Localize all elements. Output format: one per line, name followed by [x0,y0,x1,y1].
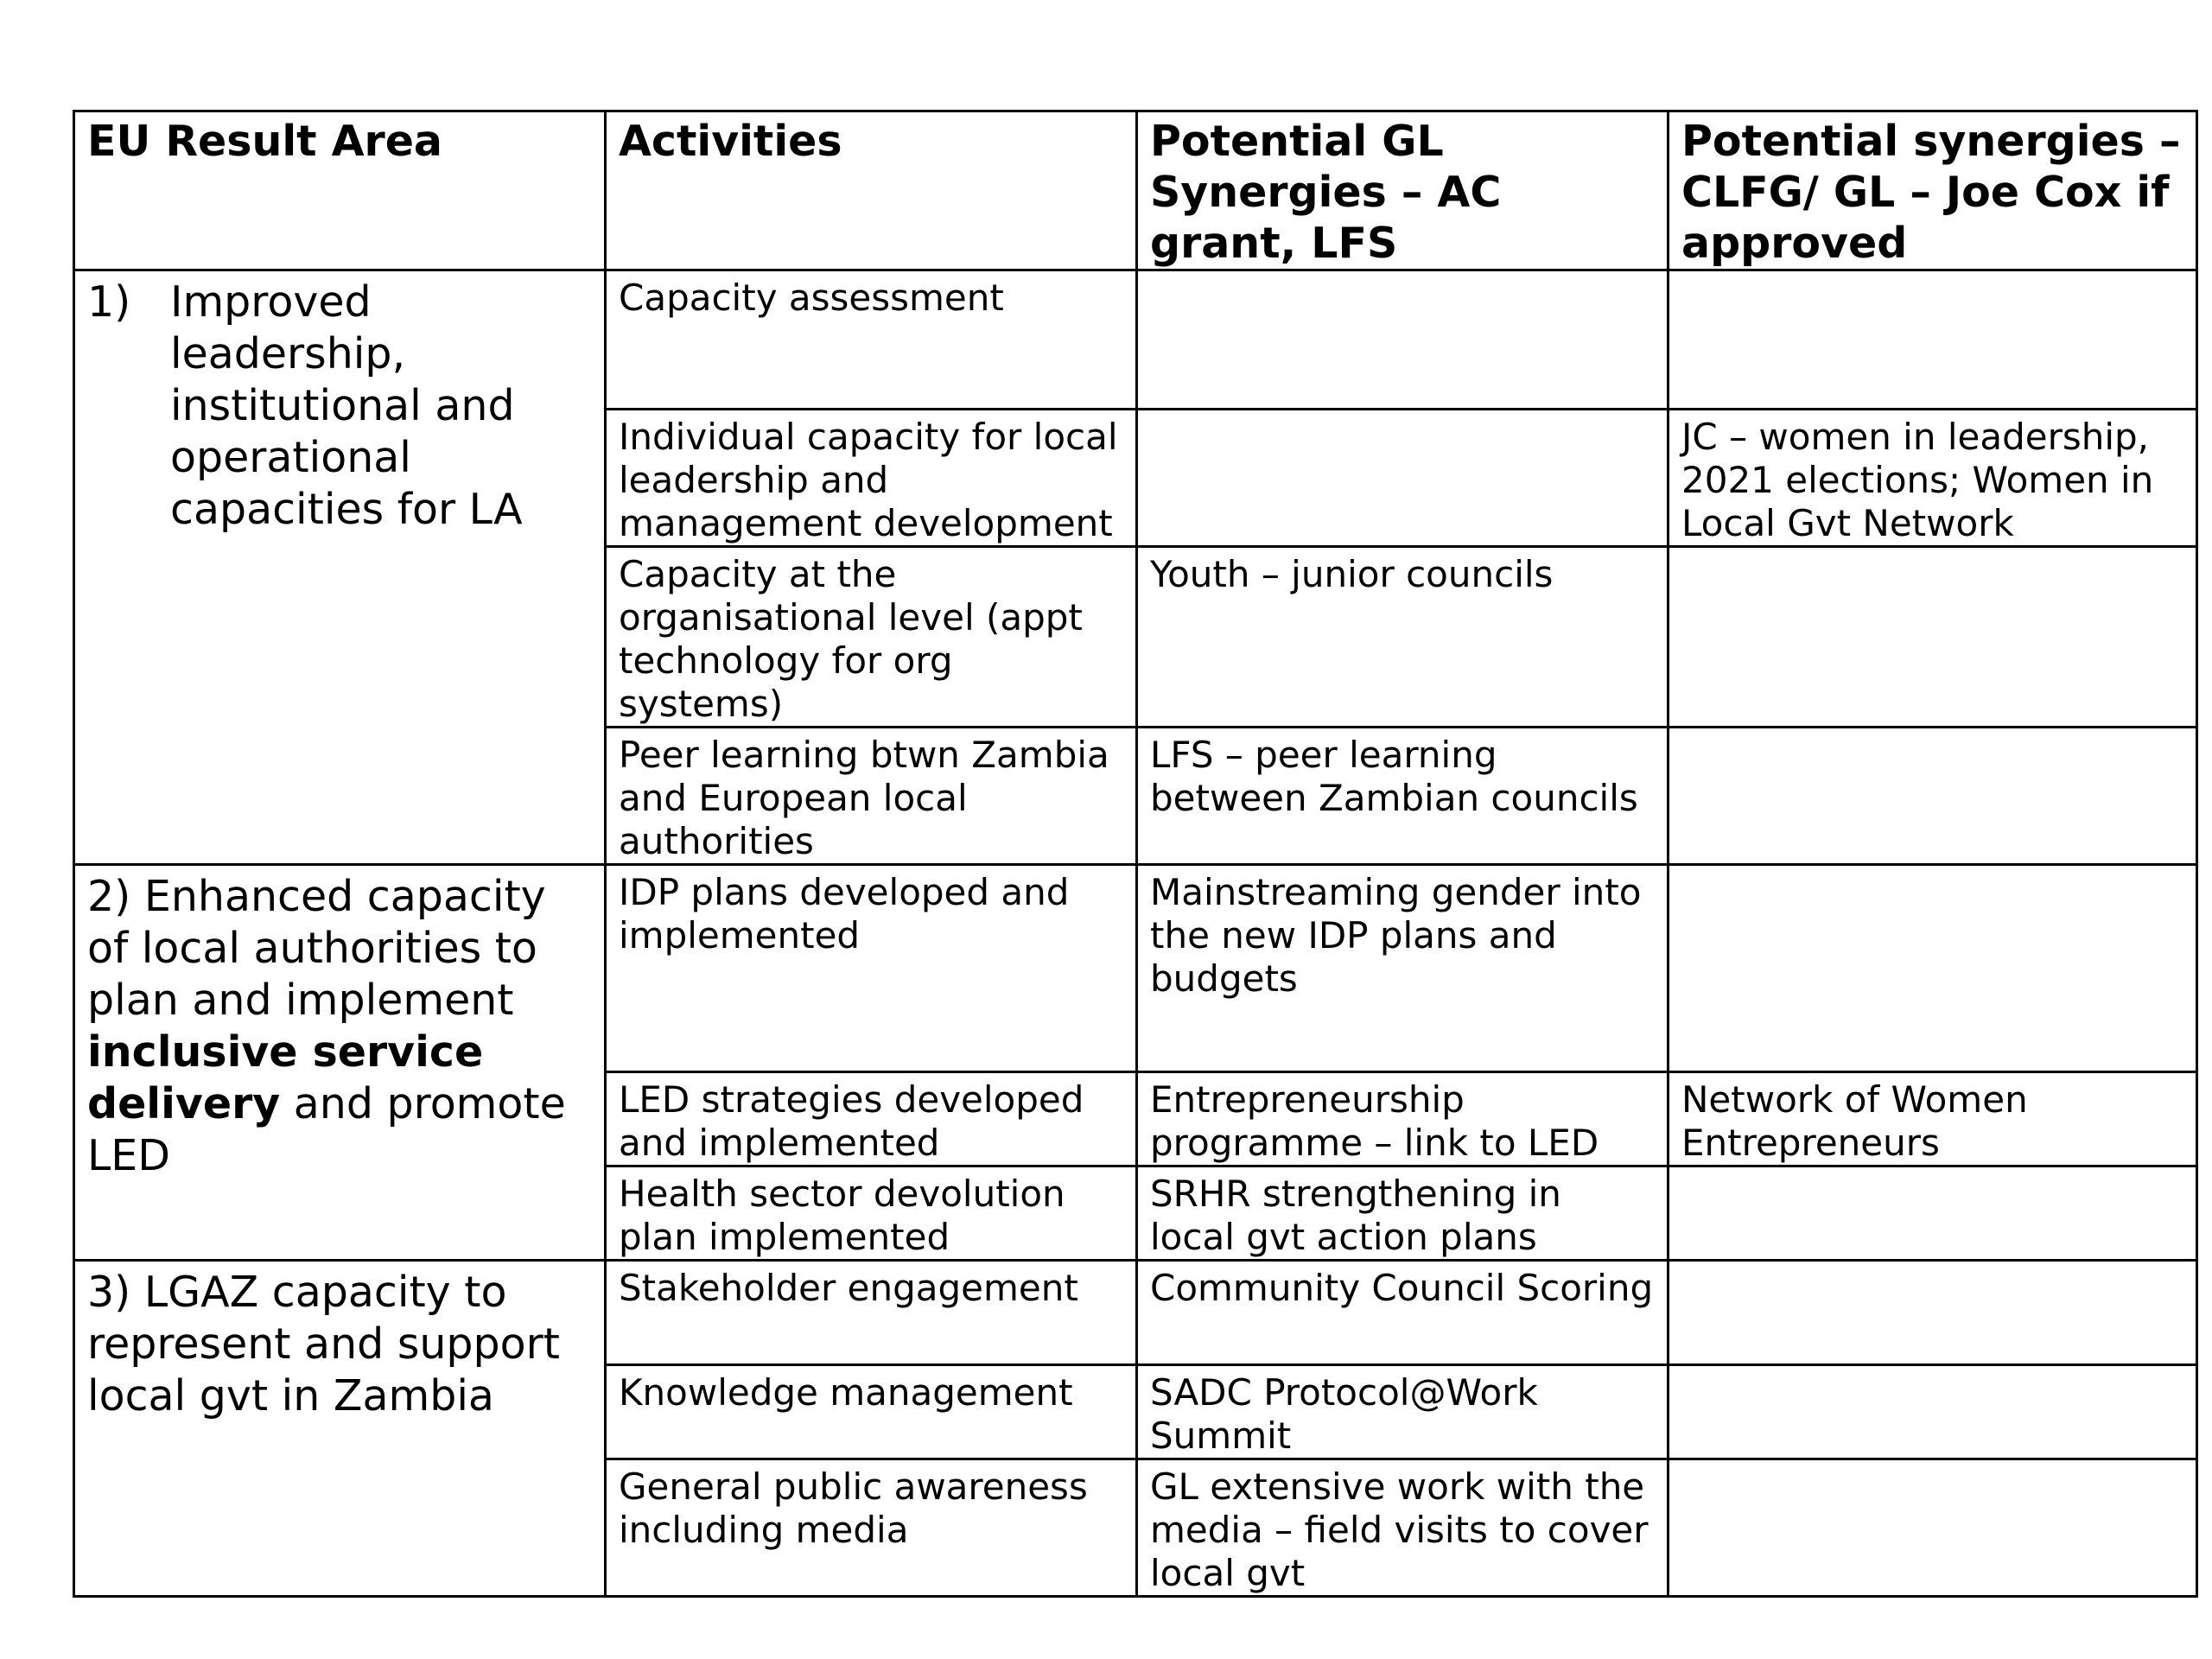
result-area-text: 2) Enhanced capacity of local authorities to plan and implement [87,872,546,1025]
clfg-synergy-cell [1669,270,2197,410]
activity-cell: Stakeholder engagement [606,1261,1137,1365]
gl-synergy-cell: Community Council Scoring [1137,1261,1669,1365]
activity-cell: Capacity assessment [606,270,1137,410]
result-area-1 [74,270,606,865]
result-area-number: 1) [87,277,131,327]
activity-cell: IDP plans developed and implemented [606,865,1137,1072]
activity-cell: Individual capacity for local leadership and management development [606,410,1137,547]
clfg-synergy-cell [1669,1365,2197,1459]
clfg-synergy-cell: Network of Women Entrepreneurs [1669,1072,2197,1166]
clfg-synergy-cell: JC – women in leadership, 2021 elections; Women in Local Gvt Network [1669,410,2197,547]
activity-cell: General public awareness including media [606,1459,1137,1597]
activity-cell: Peer learning btwn Zambia and European local authorities [606,728,1137,865]
header-activities: Activities [606,111,1137,270]
clfg-synergy-cell [1669,547,2197,728]
clfg-synergy-cell [1669,728,2197,865]
activity-cell: LED strategies developed and implemented [606,1072,1137,1166]
gl-synergy-cell: Youth – junior councils [1137,547,1669,728]
gl-synergy-cell: GL extensive work with the media – field visits to cover local gvt [1137,1459,1669,1597]
clfg-synergy-cell [1669,1261,2197,1365]
clfg-synergy-cell [1669,1459,2197,1597]
gl-synergy-cell [1137,270,1669,410]
activity-cell: Capacity at the organisational level (appt technology for org systems) [606,547,1137,728]
clfg-synergy-cell [1669,865,2197,1072]
gl-synergy-cell: Entrepreneurship programme – link to LED [1137,1072,1669,1166]
header-clfg-synergies: Potential synergies – CLFG/ GL – Joe Cox if approved [1669,111,2197,270]
table-row [74,1261,2197,1365]
clfg-synergy-cell [1669,1166,2197,1261]
result-area-emphasis: inclusive service delivery [87,1027,484,1128]
header-row [74,111,2197,270]
header-gl-synergies: Potential GL Synergies – AC grant, LFS [1137,111,1669,270]
gl-synergy-cell [1137,410,1669,547]
result-area-text: Improved leadership, institutional and operational capacities for LA [170,277,523,534]
activity-cell: Knowledge management [606,1365,1137,1459]
gl-synergy-cell: LFS – peer learning between Zambian councils [1137,728,1669,865]
result-area-table [73,110,2198,1598]
result-area-3: 3) LGAZ capacity to represent and support local gvt in Zambia [74,1261,606,1597]
table-row [74,270,2197,410]
activity-cell: Health sector devolution plan implemented [606,1166,1137,1261]
header-eu-result-area: EU Result Area [74,111,606,270]
gl-synergy-cell: SADC Protocol@Work Summit [1137,1365,1669,1459]
table-row [74,865,2197,1072]
gl-synergy-cell: SRHR strengthening in local gvt action plans [1137,1166,1669,1261]
gl-synergy-cell: Mainstreaming gender into the new IDP plans and budgets [1137,865,1669,1072]
result-area-text: and promote LED [87,1079,566,1180]
result-area-2 [74,865,606,1261]
